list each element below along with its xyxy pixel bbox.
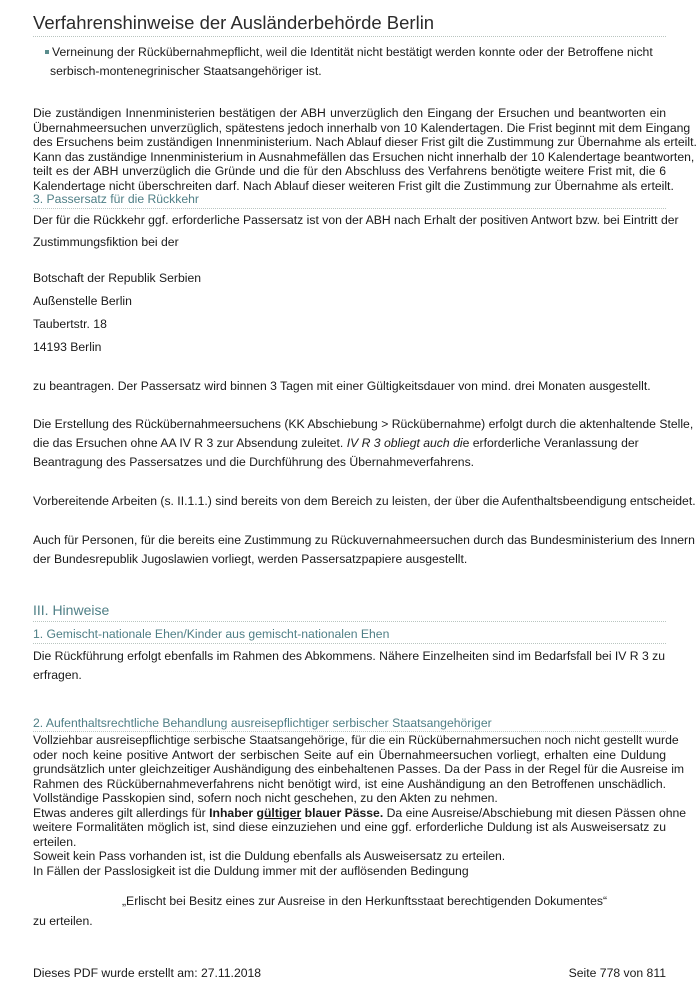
- bullet-text-line2: serbisch-montenegrinischer Staatsangehöriger ist.: [50, 64, 322, 78]
- paragraph-erstellung-line1: Die Erstellung des Rückübernahmeersuchens (KK Abschiebung > Rückübernahme) erfolgt durch die aktenhaltende Stelle,: [33, 417, 694, 431]
- text-line: Vollziehbar ausreisepflichtige serbische Staatsangehörige, für die ein Rückübernahmersuchen noch nicht gestellt wurde: [33, 733, 679, 747]
- subsection-divider: [33, 731, 666, 732]
- text-line: grundsätzlich unter gleichzeitiger Aushändigung des einbehaltenen Passes. Da der Pass in der Regel für die Ausreise im: [33, 762, 685, 776]
- text-line: Kann das zuständige Innenministerium in Ausnahmefällen das Ersuchen nicht innerhalb der 10 Kalendertage beantworten,: [33, 149, 695, 164]
- text-segment: Etwas anderes gilt allerdings für: [33, 805, 210, 820]
- passersatz-intro-line2: Zustimmungsfiktion bei der: [33, 235, 179, 249]
- subsection-divider: [33, 643, 666, 644]
- text-segment: die das Ersuchen ohne AA IV R 3 zur Absendung zuleitet.: [33, 436, 347, 450]
- section-heading-hinweise: III. Hinweise: [33, 602, 110, 618]
- quoted-condition: „Erlischt bei Besitz eines zur Ausreise in den Herkunftsstaat berechtigenden Dokumentes“: [122, 894, 608, 908]
- paragraph-rueckfuehrung-line1: Die Rückführung erfolgt ebenfalls im Rahmen des Abkommens. Nähere Einzelheiten sind im Bedarfsfall bei IV R 3 zu: [33, 649, 666, 663]
- paragraph-rueckfuehrung-line2: erfragen.: [33, 668, 82, 682]
- subsection-heading-behandlung: 2. Aufenthaltsrechtliche Behandlung ausreisepflichtiger serbischer Staatsangehöriger: [33, 716, 492, 730]
- paragraph-erstellung-line2: [33, 436, 639, 450]
- text-line: teilt es der ABH unverzüglich die Gründe und die für den Abschluss des Verfahrens benötigte weitere Frist mit, die 6: [33, 164, 666, 178]
- paragraph-zu-erteilen: zu erteilen.: [33, 914, 93, 928]
- section-divider: [33, 621, 666, 622]
- text-segment: e erforderliche Veranlassung der: [462, 436, 639, 450]
- address-street: Taubertstr. 18: [33, 317, 107, 331]
- bullet-item: [45, 45, 653, 59]
- bold-text: Inhaber: [209, 805, 257, 820]
- paragraph-erstellung-line3: Beantragung des Passersatzes und die Durchführung des Übernahmeverfahrens.: [33, 455, 475, 469]
- page-title: Verfahrenshinweise der Ausländerbehörde Berlin: [33, 12, 435, 33]
- paragraph-vollziehbar: [33, 733, 687, 878]
- address-branch: Außenstelle Berlin: [33, 294, 132, 308]
- subsection-heading-ehen: 1. Gemischt-nationale Ehen/Kinder aus gemischt-nationalen Ehen: [33, 627, 390, 641]
- text-segment: Da eine Ausreise/Abschiebung mit diesen Pässen ohne: [383, 805, 687, 820]
- text-line-blue-passports: [33, 805, 687, 821]
- passersatz-intro-line1: Der für die Rückkehr ggf. erforderliche Passersatz ist von der ABH nach Erhalt der positiven Antwort bzw. bei Eintritt der: [33, 213, 679, 227]
- section-divider: [33, 208, 666, 209]
- address-city: 14193 Berlin: [33, 340, 102, 354]
- footer-created-date: Dieses PDF wurde erstellt am: 27.11.2018: [33, 966, 262, 980]
- text-line: In Fällen der Passlosigkeit ist die Duldung immer mit der auflösenden Bedingung: [33, 863, 469, 878]
- text-line: des Ersuchens beim zuständigen Innenministerium. Nach Ablauf dieser Frist gilt die Zustimmung zur Übernahme als erteilt.: [33, 135, 697, 149]
- title-divider: [33, 36, 666, 37]
- text-line: Übernahmeersuchen unverzüglich, spätestens jedoch innerhalb von 10 Kalendertagen. Die Frist beginnt mit dem Eingang: [33, 120, 691, 135]
- text-line: Rahmen des Rückübernahmeverfahrens nicht benötigt wird, ist eine Aushändigung an den Betroffenen unschädlich.: [33, 776, 666, 791]
- text-line: oder noch keine positive Antwort der serbischen Seite auf ein Übernahmeersuchen vorliegt, erhalten eine Duldung: [33, 747, 666, 762]
- paragraph-beantragen: zu beantragen. Der Passersatz wird binnen 3 Tagen mit einer Gültigkeitsdauer von mind. drei Monaten ausgestellt.: [33, 379, 651, 393]
- paragraph-ministries: [33, 106, 697, 193]
- paragraph-personen-line1: Auch für Personen, für die bereits eine Zustimmung zu Rückuvernahmeersuchen durch das Bundesministerium des Innern: [33, 533, 695, 547]
- bullet-text-line1: Verneinung der Rückübernahmepflicht, weil die Identität nicht bestätigt werden konnte oder der Betroffene nicht: [52, 45, 653, 59]
- text-line: Soweit kein Pass vorhanden ist, ist die Duldung ebenfalls als Ausweisersatz zu erteilen.: [33, 849, 506, 863]
- paragraph-personen-line2: der Bundesrepublik Jugoslawien vorliegt, werden Passersatzpapiere ausgestellt.: [33, 552, 468, 566]
- section-heading-passersatz: 3. Passersatz für die Rückkehr: [33, 192, 199, 206]
- footer-page-number: Seite 778 von 811: [568, 966, 666, 980]
- bold-underline-text: gültiger: [256, 805, 302, 820]
- text-line: Vollständige Passkopien sind, sofern noch nicht geschehen, zu den Akten zu nehmen.: [33, 791, 498, 805]
- address-embassy: Botschaft der Republik Serbien: [33, 271, 202, 285]
- paragraph-vorbereitende: Vorbereitende Arbeiten (s. II.1.1.) sind bereits von dem Bereich zu leisten, der über die Aufenthaltsbeendigung entscheidet.: [33, 494, 696, 508]
- bold-text: blauer Pässe.: [301, 805, 384, 820]
- italic-segment: IV R 3 obliegt auch di: [346, 436, 463, 450]
- text-line: weitere Formalitäten möglich ist, sind diese einzuziehen und eine ggf. erforderliche Duldung ist als Ausweisersatz zu: [33, 820, 666, 834]
- text-line: Die zuständigen Innenministerien bestätigen der ABH unverzüglich den Eingang der Ersuchen und beantworten ein: [33, 106, 666, 120]
- bullet-square-icon: [45, 50, 49, 54]
- text-line: erteilen.: [33, 834, 77, 849]
- bold-segment: [209, 806, 383, 820]
- text-line: Kalendertage nicht überschreiten darf. Nach Ablauf dieser weiteren Frist gilt die Zustimmung zur Übernahme als erteilt.: [33, 178, 674, 193]
